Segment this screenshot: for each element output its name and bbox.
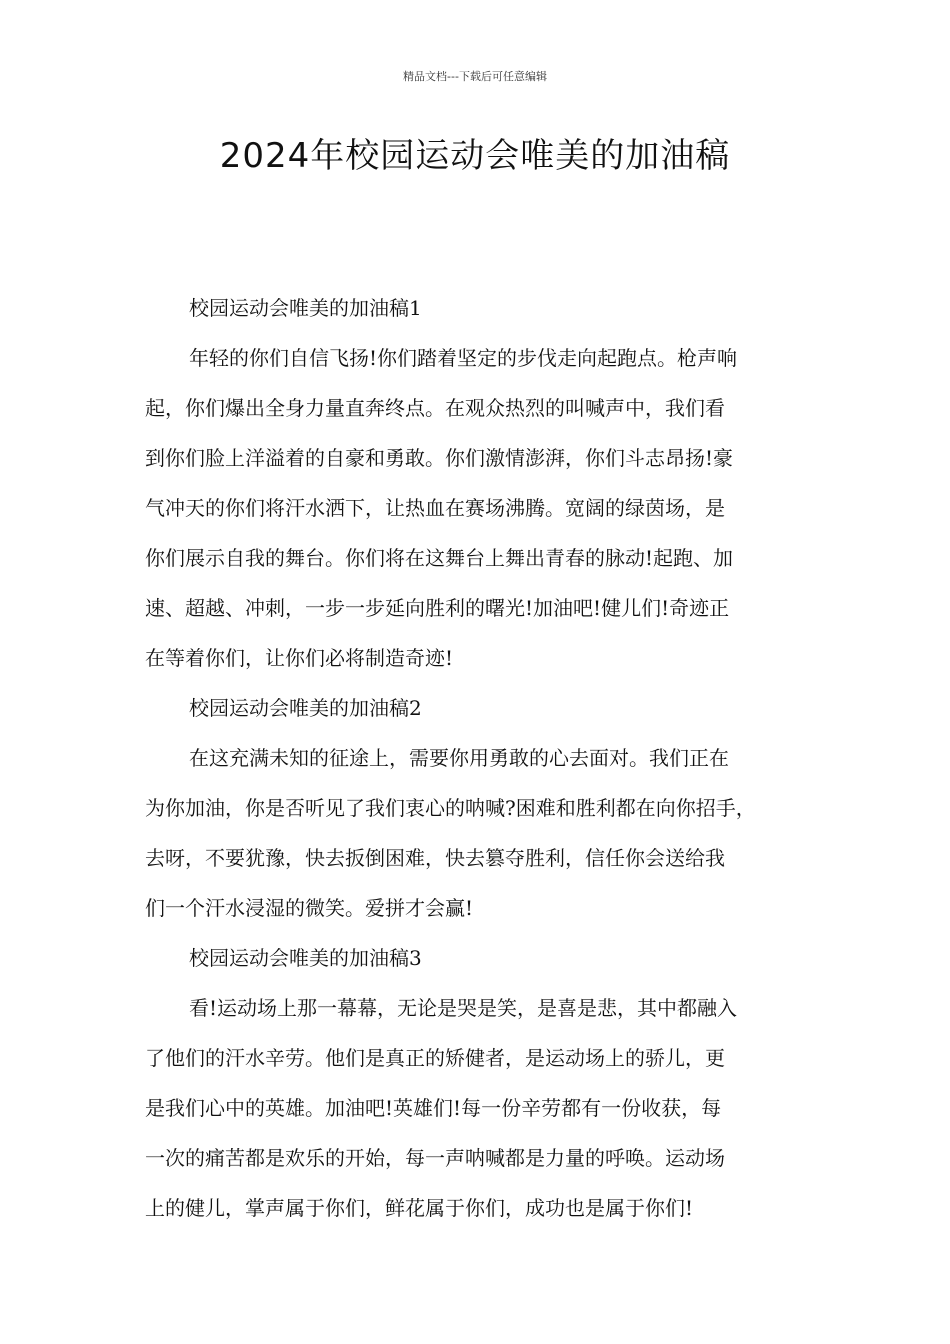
section-2 (145, 683, 810, 933)
section-paragraph (145, 733, 810, 933)
paragraph-line: 去呀，不要犹豫，快去扳倒困难，快去篡夺胜利，信任你会送给我 (145, 846, 725, 870)
paragraph-line: 你们展示自我的舞台。你们将在这舞台上舞出青春的脉动!起跑、加 (145, 546, 734, 570)
section-paragraph (145, 983, 810, 1233)
paragraph-line: 看!运动场上那一幕幕，无论是哭是笑，是喜是悲，其中都融入 (189, 996, 738, 1020)
paragraph-line: 们一个汗水浸湿的微笑。爱拼才会赢! (145, 896, 474, 920)
paragraph-line: 了他们的汗水辛劳。他们是真正的矫健者，是运动场上的骄儿，更 (145, 1046, 725, 1070)
section-1 (145, 283, 810, 683)
section-3 (145, 933, 810, 1233)
section-heading: 校园运动会唯美的加油稿1 (189, 296, 422, 320)
paragraph-line: 起，你们爆出全身力量直奔终点。在观众热烈的叫喊声中，我们看 (145, 396, 725, 420)
section-heading: 校园运动会唯美的加油稿2 (189, 696, 422, 720)
header-note: 精品文档---下载后可任意编辑 (403, 70, 547, 83)
document-body (145, 283, 810, 1233)
paragraph-line: 速、超越、冲刺，一步一步延向胜利的曙光!加油吧!健儿们!奇迹正 (145, 596, 730, 620)
paragraph-line: 气冲天的你们将汗水洒下，让热血在赛场沸腾。宽阔的绿茵场，是 (145, 496, 725, 520)
paragraph-line: 在等着你们，让你们必将制造奇迹! (145, 646, 454, 670)
paragraph-line: 是我们心中的英雄。加油吧!英雄们!每一份辛劳都有一份收获，每 (145, 1096, 722, 1120)
paragraph-line: 年轻的你们自信飞扬!你们踏着坚定的步伐走向起跑点。枪声响 (189, 346, 738, 370)
section-paragraph (145, 333, 810, 683)
paragraph-line: 到你们脸上洋溢着的自豪和勇敢。你们激情澎湃，你们斗志昂扬!豪 (145, 446, 734, 470)
paragraph-line: 在这充满未知的征途上，需要你用勇敢的心去面对。我们正在 (189, 746, 729, 770)
paragraph-line: 为你加油，你是否听见了我们衷心的呐喊?困难和胜利都在向你招手， (145, 796, 756, 820)
document-title: 2024年校园运动会唯美的加油稿 (219, 136, 731, 176)
section-heading: 校园运动会唯美的加油稿3 (189, 946, 422, 970)
paragraph-line: 上的健儿，掌声属于你们，鲜花属于你们，成功也是属于你们! (145, 1196, 694, 1220)
paragraph-line: 一次的痛苦都是欢乐的开始，每一声呐喊都是力量的呼唤。运动场 (145, 1146, 725, 1170)
